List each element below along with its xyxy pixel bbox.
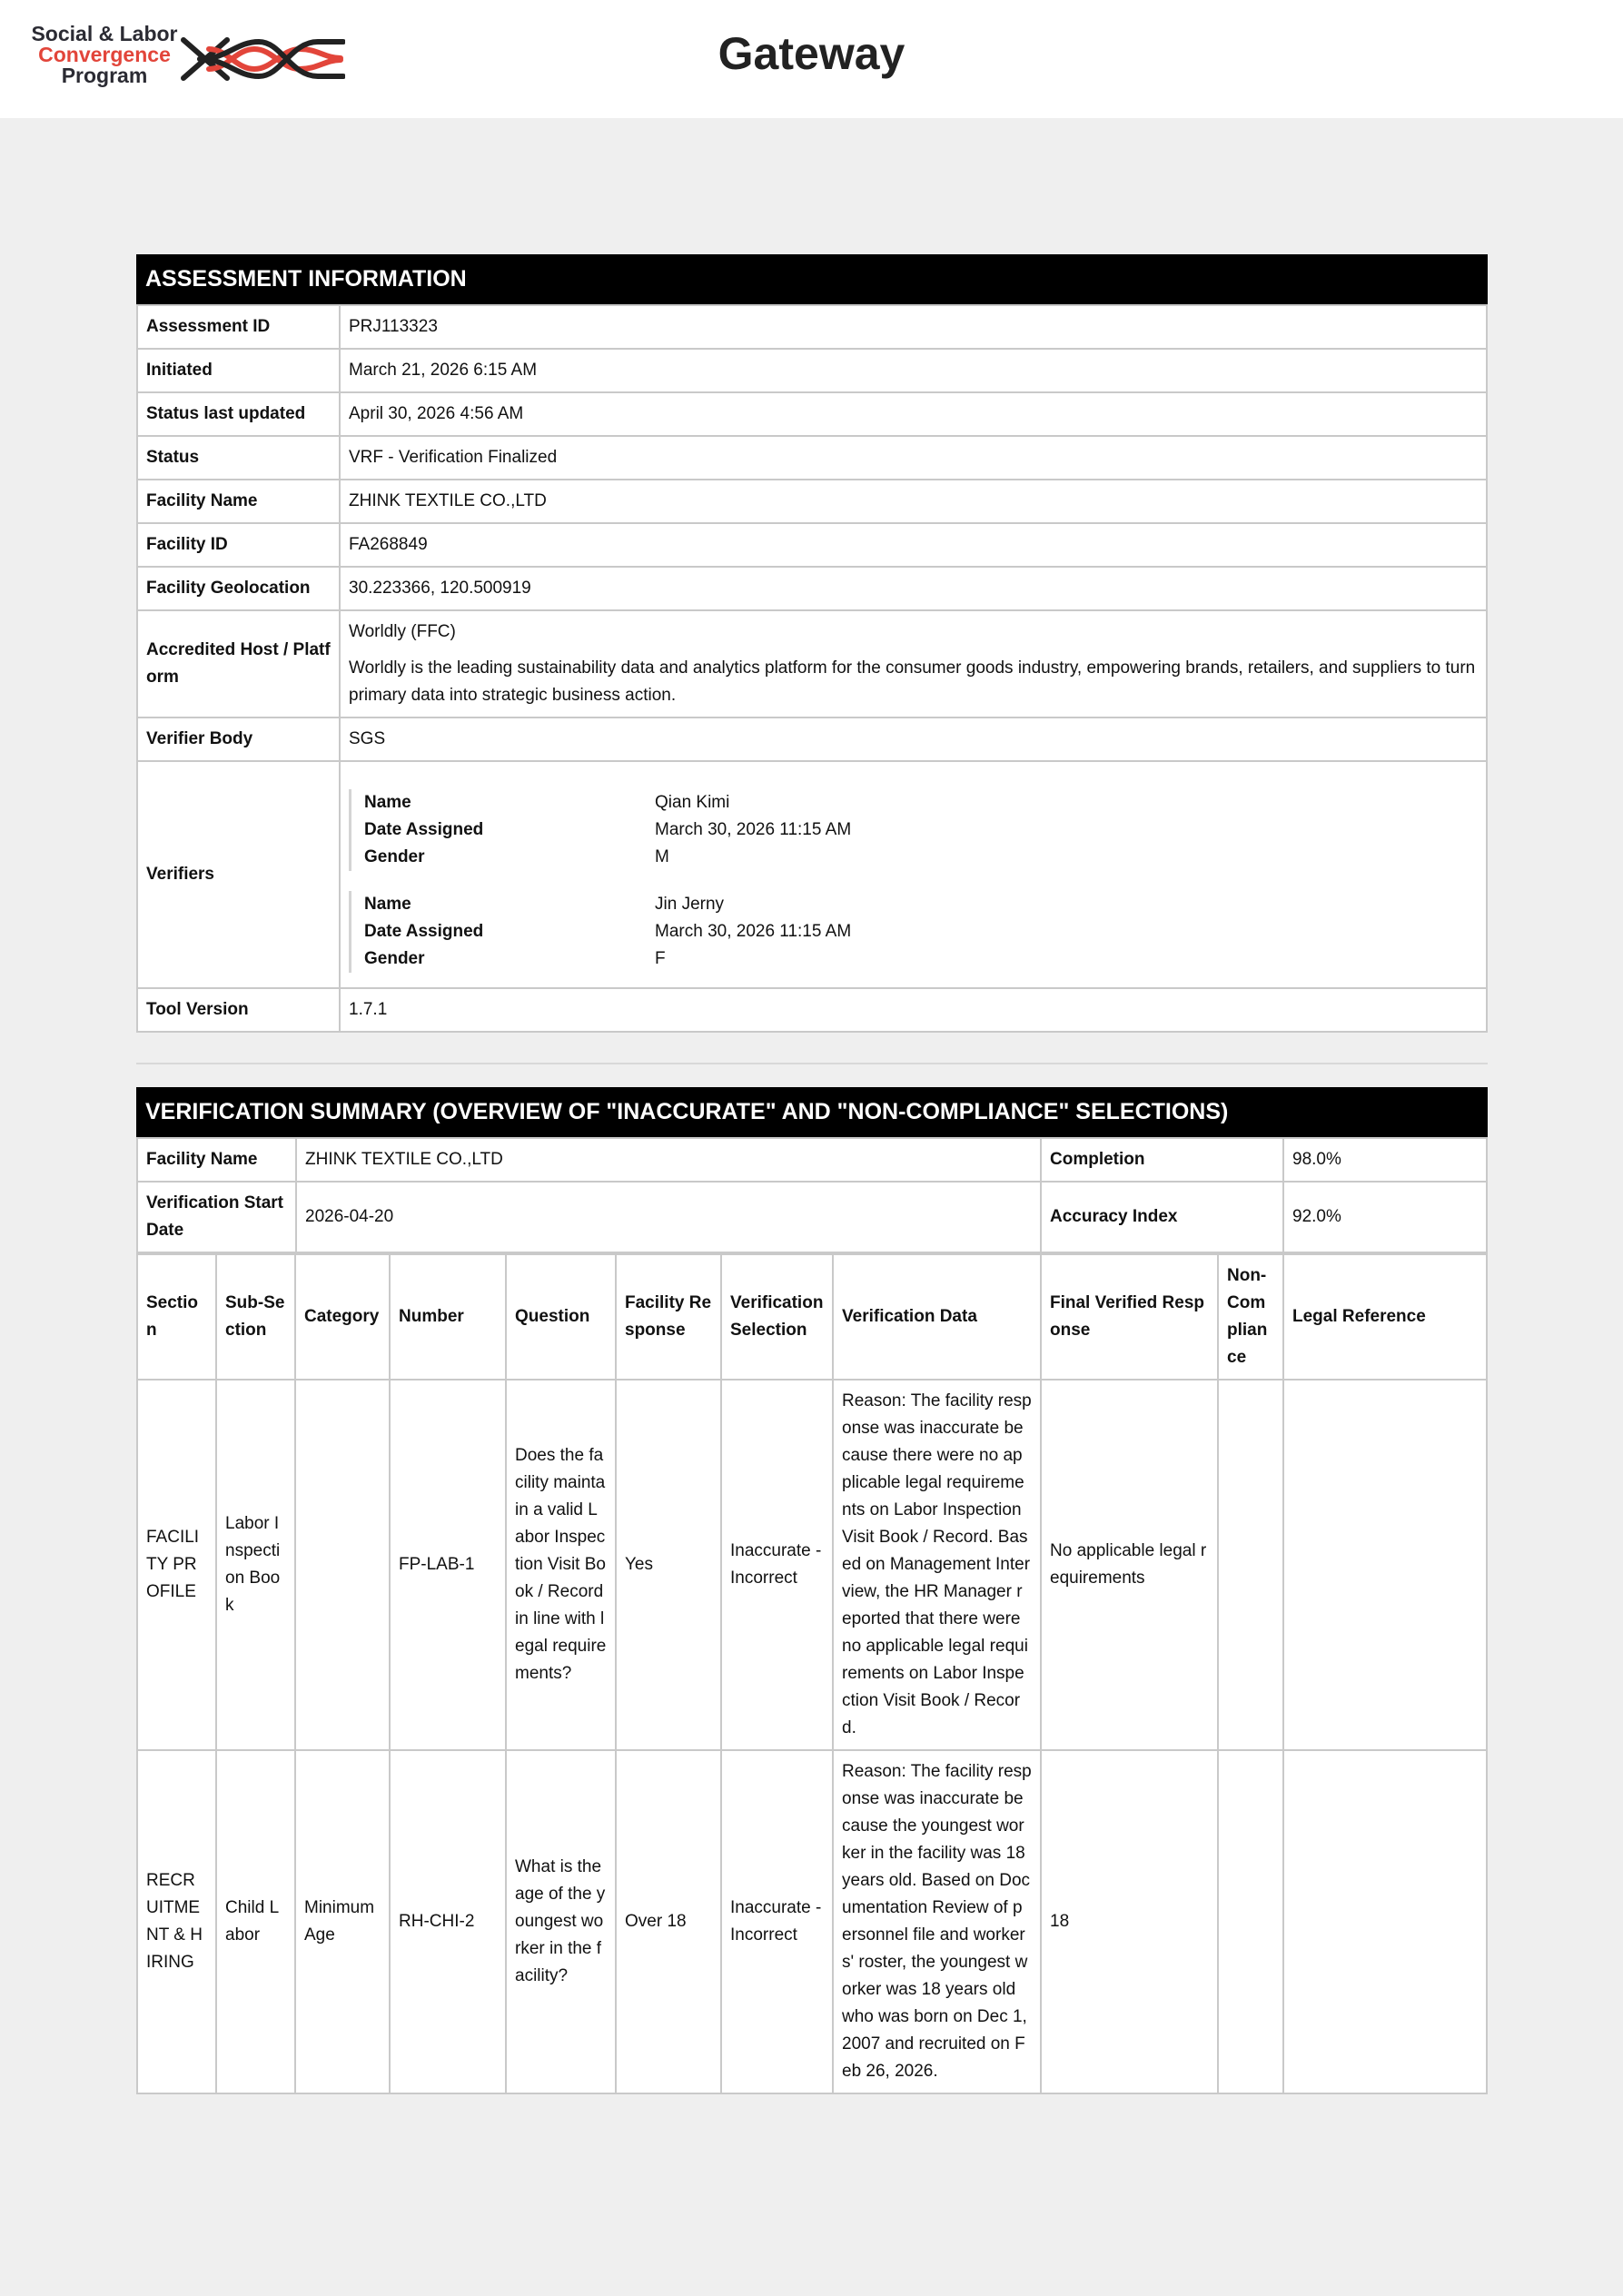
cell-final-response: No applicable legal requirements xyxy=(1041,1380,1218,1750)
cell-selection: Inaccurate - Incorrect xyxy=(721,1380,833,1750)
row-label: Facility ID xyxy=(137,523,340,567)
col-header: Sub-Section xyxy=(216,1254,295,1380)
col-header: Question xyxy=(506,1254,616,1380)
cell-legal-reference xyxy=(1283,1750,1487,2093)
assessment-section xyxy=(136,254,1488,1033)
cell-category xyxy=(295,1380,390,1750)
table-row xyxy=(137,988,1487,1032)
table-row xyxy=(137,1380,1487,1750)
row-value: FA268849 xyxy=(340,523,1487,567)
row-value: ZHINK TEXTILE CO.,LTD xyxy=(340,480,1487,523)
accuracy-label: Accuracy Index xyxy=(1041,1182,1283,1252)
host-description: Worldly is the leading sustainability data and analytics platform for the consumer goods industry, empowering brands, retailers, and suppliers to turn primary data into strategic business action. xyxy=(349,658,1476,705)
verifier-body-label: Verifier Body xyxy=(137,718,340,761)
facility-name-value: ZHINK TEXTILE CO.,LTD xyxy=(296,1138,1041,1182)
row-value: April 30, 2026 4:56 AM xyxy=(340,392,1487,436)
cell-subsection: Child Labor xyxy=(216,1750,295,2093)
table-row xyxy=(137,1138,1487,1182)
logo-line-2: Convergence xyxy=(38,43,171,66)
completion-value: 98.0% xyxy=(1283,1138,1487,1182)
row-value: March 21, 2026 6:15 AM xyxy=(340,349,1487,392)
summary-heading: VERIFICATION SUMMARY (OVERVIEW OF "INACCURATE" AND "NON-COMPLIANCE" SELECTIONS) xyxy=(136,1087,1488,1137)
facility-name-label: Facility Name xyxy=(137,1138,296,1182)
cell-legal-reference xyxy=(1283,1380,1487,1750)
verifier-body-value: SGS xyxy=(340,718,1487,761)
host-label: Accredited Host / Platform xyxy=(137,610,340,718)
tool-version-value: 1.7.1 xyxy=(340,988,1487,1032)
cell-final-response: 18 xyxy=(1041,1750,1218,2093)
table-row xyxy=(137,718,1487,761)
table-row xyxy=(137,523,1487,567)
summary-table xyxy=(136,1253,1488,2094)
cell-noncompliance xyxy=(1218,1750,1283,2093)
header-row xyxy=(137,1254,1487,1380)
summary-section xyxy=(136,1087,1488,2094)
verifier-entry xyxy=(349,891,1478,973)
logo-line-3: Program xyxy=(61,64,148,87)
col-header: Category xyxy=(295,1254,390,1380)
col-header: Non-Compliance xyxy=(1218,1254,1283,1380)
col-header: Legal Reference xyxy=(1283,1254,1487,1380)
name-label: Name xyxy=(364,895,411,914)
row-value: VRF - Verification Finalized xyxy=(340,436,1487,480)
row-label: Status xyxy=(137,436,340,480)
row-label: Assessment ID xyxy=(137,305,340,349)
table-row xyxy=(137,392,1487,436)
row-value: 30.223366, 120.500919 xyxy=(340,567,1487,610)
page-header xyxy=(0,0,1623,118)
verifier-gender: M xyxy=(655,847,669,866)
col-header: Section xyxy=(137,1254,216,1380)
row-label: Facility Name xyxy=(137,480,340,523)
summary-meta-table xyxy=(136,1137,1488,1253)
verifier-date: March 30, 2026 11:15 AM xyxy=(655,820,852,839)
verifier-date: March 30, 2026 11:15 AM xyxy=(655,922,852,941)
cell-section: FACILITY PROFILE xyxy=(137,1380,216,1750)
table-row xyxy=(137,436,1487,480)
cell-section: RECRUITMENT & HIRING xyxy=(137,1750,216,2093)
start-date-value: 2026-04-20 xyxy=(296,1182,1041,1252)
cell-number: RH-CHI-2 xyxy=(390,1750,506,2093)
col-header: Number xyxy=(390,1254,506,1380)
verifiers-label: Verifiers xyxy=(137,761,340,988)
col-header: Facility Response xyxy=(616,1254,721,1380)
page-title: Gateway xyxy=(717,28,906,79)
table-row xyxy=(137,567,1487,610)
tool-version-label: Tool Version xyxy=(137,988,340,1032)
cell-number: FP-LAB-1 xyxy=(390,1380,506,1750)
name-label: Name xyxy=(364,793,411,812)
table-row xyxy=(137,480,1487,523)
cell-response: Yes xyxy=(616,1380,721,1750)
row-value: PRJ113323 xyxy=(340,305,1487,349)
verifier-name: Qian Kimi xyxy=(655,793,730,812)
gender-label: Gender xyxy=(364,949,425,968)
assessment-heading: ASSESSMENT INFORMATION xyxy=(136,254,1488,304)
assessment-table xyxy=(136,304,1488,1033)
logo-line-1: Social & Labor xyxy=(31,22,178,45)
verifier-entry xyxy=(349,789,1478,871)
cell-noncompliance xyxy=(1218,1380,1283,1750)
table-row xyxy=(137,761,1487,988)
cell-verification-data: Reason: The facility response was inaccurate because the youngest worker in the facility was 18 years old. Based on Documentation Review of personnel file and workers' roster, the youngest worker was 18 years old who was born on Dec 1, 2007 and recruited on Feb 26, 2026. xyxy=(833,1750,1041,2093)
row-label: Initiated xyxy=(137,349,340,392)
cell-subsection: Labor Inspection Book xyxy=(216,1380,295,1750)
col-header: Final Verified Response xyxy=(1041,1254,1218,1380)
cell-question: What is the age of the youngest worker in the facility? xyxy=(506,1750,616,2093)
cell-response: Over 18 xyxy=(616,1750,721,2093)
cell-category: Minimum Age xyxy=(295,1750,390,2093)
section-divider xyxy=(136,1063,1488,1064)
cell-verification-data: Reason: The facility response was inaccurate because there were no applicable legal requirements on Labor Inspection Visit Book / Record. Based on Management Interview, the HR Manager reported that there were no applicable legal requirements on Labor Inspection Visit Book / Record. xyxy=(833,1380,1041,1750)
table-row xyxy=(137,305,1487,349)
table-row xyxy=(137,1182,1487,1252)
col-header: Verification Selection xyxy=(721,1254,833,1380)
completion-label: Completion xyxy=(1041,1138,1283,1182)
cell-selection: Inaccurate - Incorrect xyxy=(721,1750,833,2093)
table-row xyxy=(137,1750,1487,2093)
date-label: Date Assigned xyxy=(364,820,484,839)
gender-label: Gender xyxy=(364,847,425,866)
col-header: Verification Data xyxy=(833,1254,1041,1380)
accuracy-value: 92.0% xyxy=(1283,1182,1487,1252)
verifier-gender: F xyxy=(655,949,666,968)
cell-question: Does the facility maintain a valid Labor Inspection Visit Book / Record in line with legal requirements? xyxy=(506,1380,616,1750)
start-date-label: Verification Start Date xyxy=(137,1182,296,1252)
host-name: Worldly (FFC) xyxy=(349,622,456,641)
row-label: Status last updated xyxy=(137,392,340,436)
table-row xyxy=(137,610,1487,718)
table-row xyxy=(137,349,1487,392)
row-label: Facility Geolocation xyxy=(137,567,340,610)
date-label: Date Assigned xyxy=(364,922,484,941)
verifier-name: Jin Jerny xyxy=(655,895,725,914)
